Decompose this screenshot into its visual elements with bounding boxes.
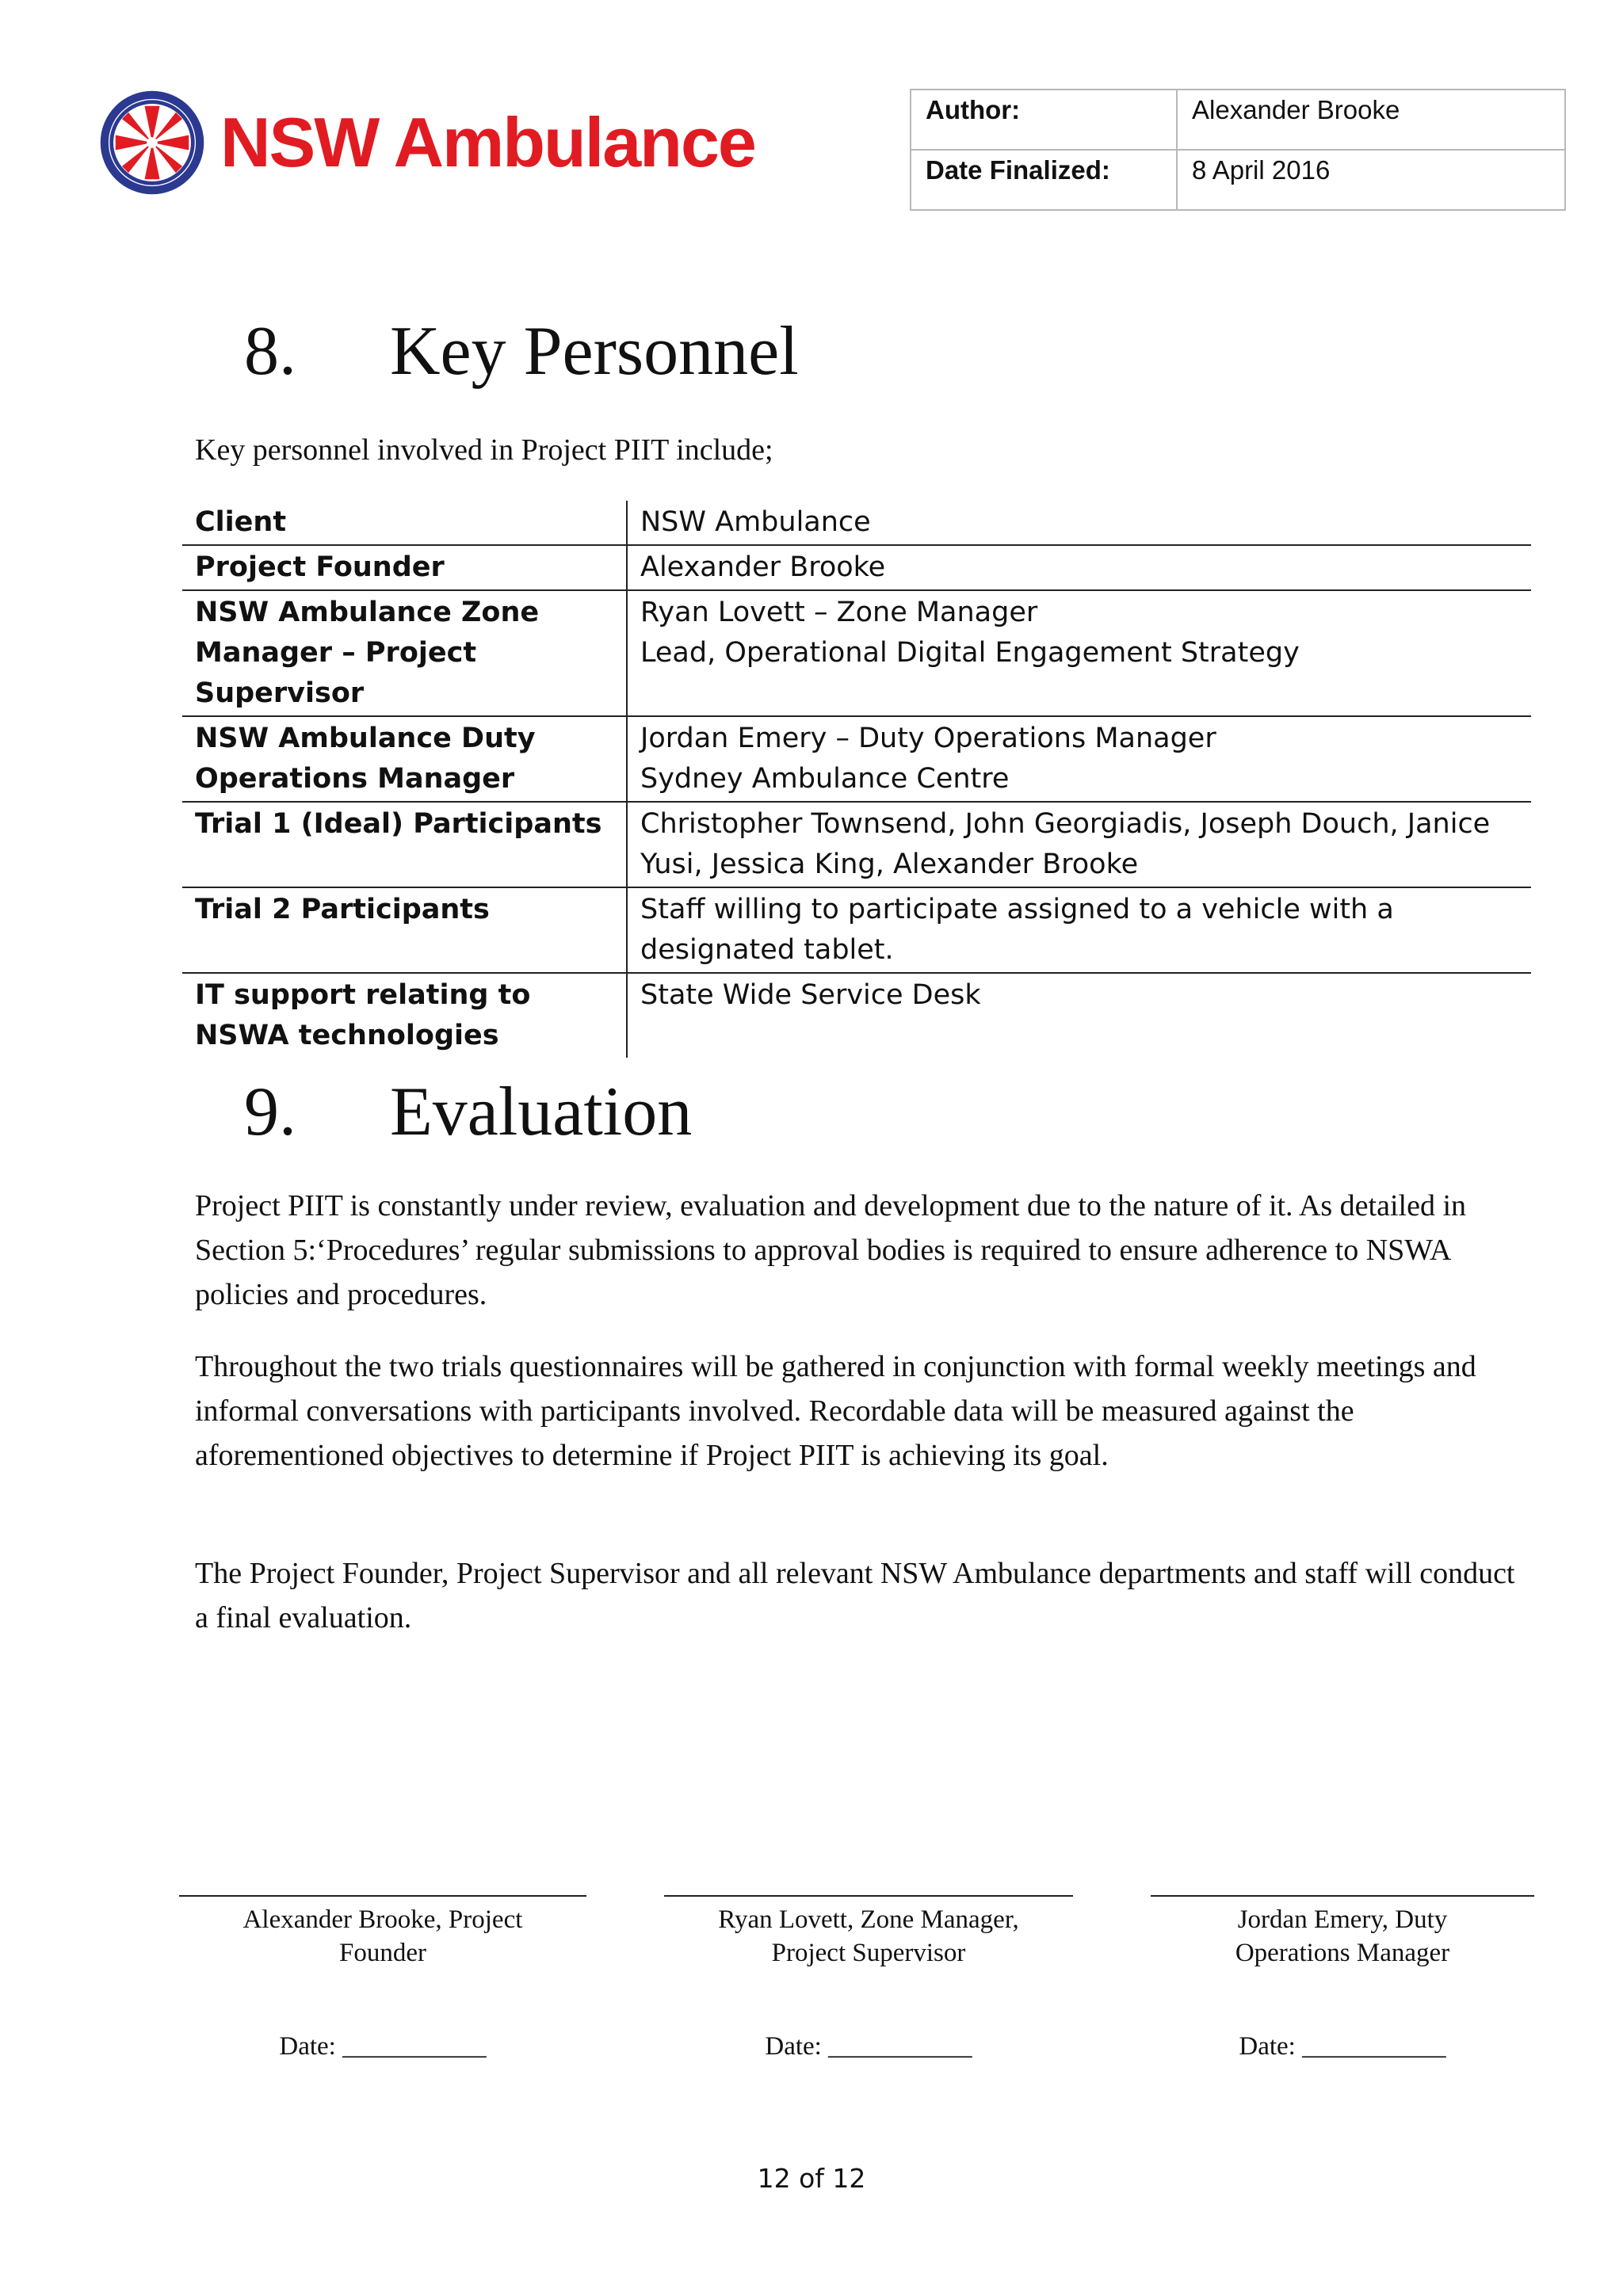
date-finalized-label: Date Finalized:	[911, 150, 1177, 210]
section-8-intro: Key personnel involved in Project PIIT include;	[195, 433, 773, 467]
signature-date: Date: ___________	[279, 2032, 487, 2061]
signature-line	[664, 1895, 1073, 1897]
section-8-title: Key Personnel	[390, 313, 799, 390]
author-label: Author:	[911, 90, 1177, 150]
personnel-row	[182, 590, 1531, 716]
ambulance-seal-icon	[98, 89, 206, 196]
personnel-row	[182, 545, 1531, 590]
section-9-heading	[244, 1074, 693, 1150]
personnel-role: Trial 2 Participants	[182, 887, 627, 973]
personnel-role: Project Founder	[182, 545, 627, 590]
author-value: Alexander Brooke	[1177, 90, 1565, 150]
logo-wordmark: NSW Ambulance	[220, 103, 755, 181]
personnel-role: Trial 1 (Ideal) Participants	[182, 802, 627, 887]
evaluation-paragraph-1: Project PIIT is constantly under review, evaluation and development due to the nature of it. As detailed in Section 5:‘Procedures’ regular submissions to approval bodies is required to ensure adherence to NSWA policies and procedures.	[195, 1189, 1467, 1311]
personnel-role: Client	[182, 501, 627, 545]
page-number: 12 of 12	[757, 2163, 866, 2194]
evaluation-paragraph-2: Throughout the two trials questionnaires will be gathered in conjunction with formal weekly meetings and informal conversations with participants involved. Recordable data will be measured against the aforementioned objectives to determine if Project PIIT is achieving its goal.	[195, 1350, 1476, 1472]
signature-date: Date: ___________	[765, 2032, 972, 2061]
section-9-title: Evaluation	[390, 1074, 693, 1150]
section-8-number: 8.	[244, 313, 296, 390]
personnel-role: NSW Ambulance Duty Operations Manager	[182, 716, 627, 802]
evaluation-paragraph-3: The Project Founder, Project Supervisor and all relevant NSW Ambulance departments and staff will conduct a final evaluation.	[195, 1557, 1515, 1634]
section-8-heading	[244, 313, 799, 390]
personnel-value: NSW Ambulance	[627, 501, 1531, 545]
personnel-row	[182, 501, 1531, 545]
personnel-row	[182, 716, 1531, 802]
signature-block-duty-manager	[1151, 1895, 1534, 2063]
nsw-ambulance-logo	[98, 89, 755, 196]
signature-name: Ryan Lovett, Zone Manager, Project Supervisor	[718, 1905, 1019, 1967]
personnel-value: Jordan Emery – Duty Operations Manager Sydney Ambulance Centre	[627, 716, 1531, 802]
signature-name: Jordan Emery, Duty Operations Manager	[1235, 1905, 1450, 1967]
key-personnel-table	[182, 501, 1531, 1058]
personnel-role: NSW Ambulance Zone Manager – Project Supervisor	[182, 590, 627, 716]
section-9-number: 9.	[244, 1074, 296, 1150]
signature-line	[179, 1895, 586, 1897]
personnel-value: State Wide Service Desk	[640, 979, 981, 1011]
signature-date: Date: ___________	[1239, 2032, 1446, 2061]
signature-name: Alexander Brooke, Project Founder	[242, 1905, 523, 1967]
signature-block-supervisor	[664, 1895, 1073, 2063]
personnel-role: IT support relating to NSWA technologies	[182, 973, 627, 1058]
author-info-table	[910, 89, 1566, 211]
personnel-value: Staff willing to participate assigned to a vehicle with a designated tablet.	[627, 887, 1531, 973]
personnel-row	[182, 802, 1531, 887]
signature-block-founder	[179, 1895, 586, 2063]
personnel-row	[182, 887, 1531, 973]
signature-line	[1151, 1895, 1534, 1897]
personnel-value: Ryan Lovett – Zone Manager Lead, Operational Digital Engagement Strategy	[627, 590, 1531, 716]
personnel-value: Christopher Townsend, John Georgiadis, Joseph Douch, Janice Yusi, Jessica King, Alexander Brooke	[627, 802, 1531, 887]
personnel-row	[182, 973, 1531, 1058]
date-finalized-value: 8 April 2016	[1177, 150, 1565, 210]
personnel-value: Alexander Brooke	[627, 545, 1531, 590]
